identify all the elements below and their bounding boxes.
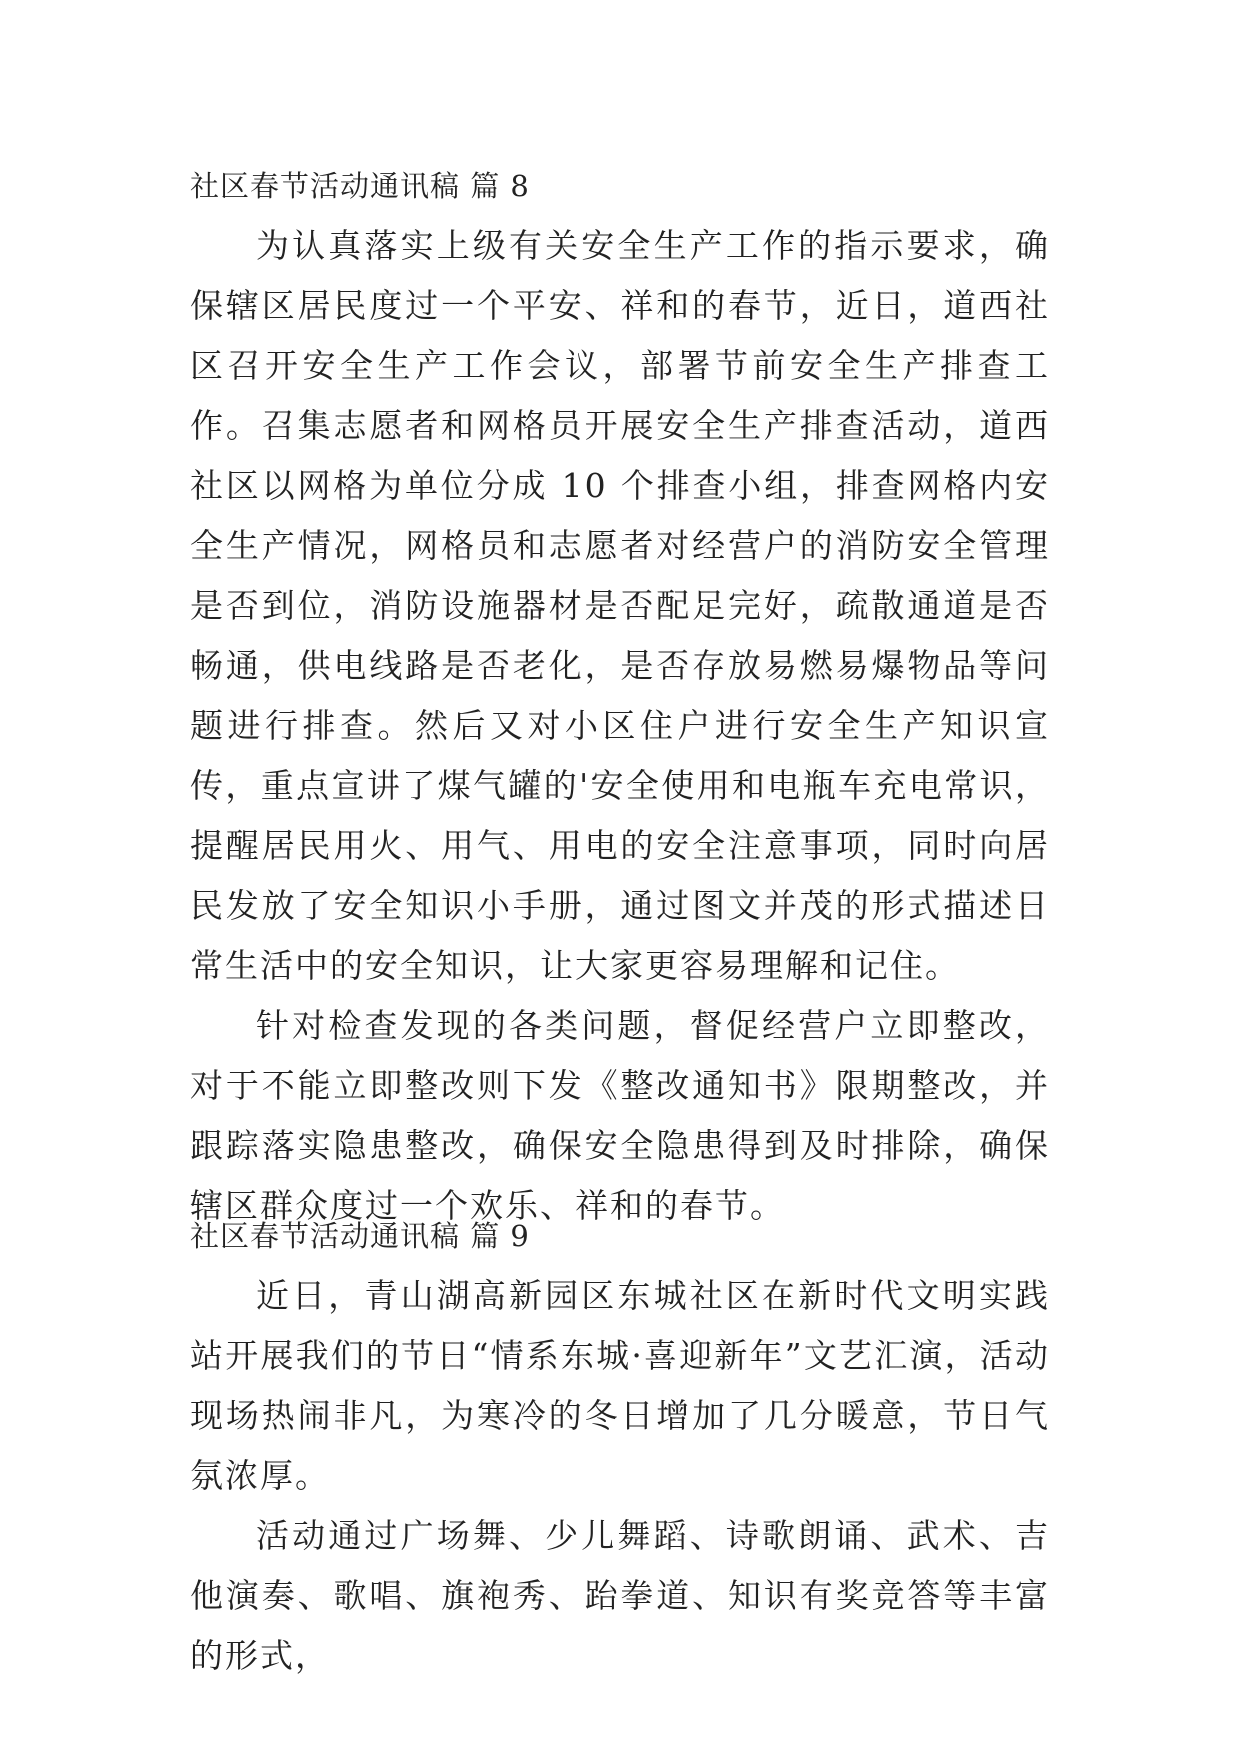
section-heading: 社区春节活动通讯稿 篇 9 — [190, 1219, 530, 1253]
body-paragraph: 为认真落实上级有关安全生产工作的指示要求，确保辖区居民度过一个平安、祥和的春节，近日，道西社区召开安全生产工作会议，部署节前安全生产排查工作。召集志愿者和网格员开展安全生产排查活动，道西社区以网格为单位分成 10 个排查小组，排查网格内安全生产情况，网格员和志愿者对经营户的消防安全管理是否到位，消防设施器材是否配足完好，疏散通道是否畅通，供电线路是否老化，是否存放易燃易爆物品等问题进行排查。然后又对小区住户进行安全生产知识宣传，重点宣讲了煤气罐的'安全使用和电瓶车充电常识，提醒居民用火、用气、用电的安全注意事项，同时向居民发放了安全知识小手册，通过图文并茂的形式描述日常生活中的安全知识，让大家更容易理解和记住。 — [190, 226, 1050, 985]
article-section-8 — [190, 156, 1050, 1236]
body-paragraph: 针对检查发现的各类问题，督促经营户立即整改，对于不能立即整改则下发《整改通知书》限期整改，并跟踪落实隐患整改，确保安全隐患得到及时排除，确保辖区群众度过一个欢乐、祥和的春节。 — [190, 1006, 1050, 1225]
article-section-9 — [190, 1206, 1050, 1686]
section-heading: 社区春节活动通讯稿 篇 8 — [190, 169, 530, 203]
body-paragraph: 活动通过广场舞、少儿舞蹈、诗歌朗诵、武术、吉他演奏、歌唱、旗袍秀、跆拳道、知识有奖竞答等丰富的形式， — [190, 1516, 1050, 1675]
body-paragraph: 近日，青山湖高新园区东城社区在新时代文明实践站开展我们的节日“情系东城·喜迎新年”文艺汇演，活动现场热闹非凡，为寒冷的冬日增加了几分暖意，节日气氛浓厚。 — [190, 1276, 1050, 1495]
